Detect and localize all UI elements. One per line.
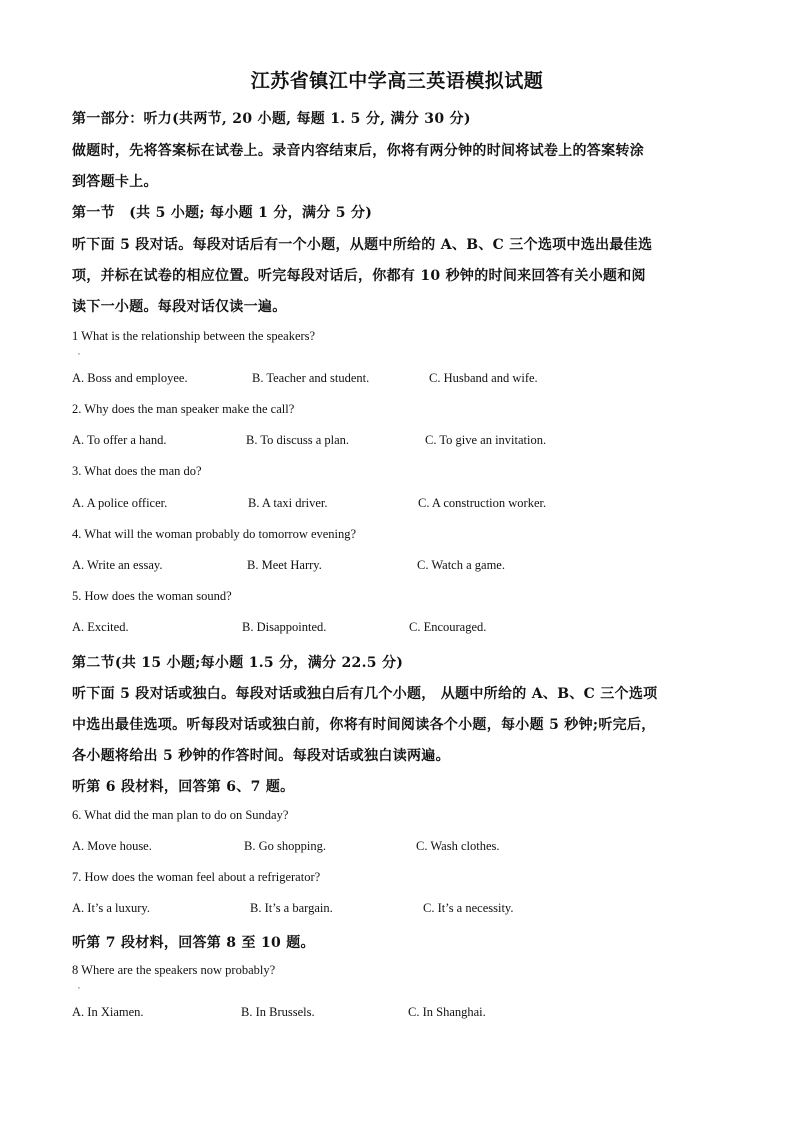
q7-option-c: C. It’s a necessity. bbox=[423, 901, 514, 915]
q6-option-a: A. Move house. bbox=[72, 839, 152, 853]
question-5: 5. How does the woman sound? bbox=[72, 589, 232, 603]
q2-option-a: A. To offer a hand. bbox=[72, 433, 167, 447]
section2-instruction-line2: 中选出最佳选项。听每段对话或独白前，你将有时间阅读各个小题，每小题 5 秒钟;听完后， bbox=[72, 717, 656, 733]
part1-instruction-line2: 到答题卡上。 bbox=[72, 174, 158, 190]
q3-option-a: A. A police officer. bbox=[72, 496, 168, 510]
q2-option-b: B. To discuss a plan. bbox=[246, 433, 350, 447]
q1-option-b: B. Teacher and student. bbox=[252, 371, 370, 385]
q6-option-b: B. Go shopping. bbox=[244, 839, 326, 853]
question-1: 1 What is the relationship between the speakers? bbox=[72, 329, 316, 343]
material-7-heading: 听第 7 段材料，回答第 8 至 10 题。 bbox=[72, 935, 315, 951]
q7-option-a: A. It’s a luxury. bbox=[72, 901, 150, 915]
q4-option-a: A. Write an essay. bbox=[72, 558, 163, 572]
q3-option-c: C. A construction worker. bbox=[418, 496, 547, 510]
section2-instruction-line3: 各小题将给出 5 秒钟的作答时间。每段对话或独白读两遍。 bbox=[72, 748, 450, 764]
q8-option-b: B. In Brussels. bbox=[241, 1005, 315, 1019]
section1-instruction-line3: 读下一小题。每段对话仅读一遍。 bbox=[72, 299, 287, 315]
q1-option-a: A. Boss and employee. bbox=[72, 371, 188, 385]
question-3: 3. What does the man do? bbox=[72, 464, 202, 478]
q5-option-b: B. Disappointed. bbox=[242, 620, 327, 634]
question-6: 6. What did the man plan to do on Sunday? bbox=[72, 808, 289, 822]
q8-option-a: A. In Xiamen. bbox=[72, 1005, 144, 1019]
q6-option-c: C. Wash clothes. bbox=[416, 839, 500, 853]
section2-instruction-line1: 听下面 5 段对话或独白。每段对话或独白后有几个小题， 从题中所给的 A、B、C 三个选项 bbox=[72, 686, 658, 702]
section2-heading: 第二节(共 15 小题;每小题 1.5 分，满分 22.5 分) bbox=[72, 655, 404, 671]
question-8: 8 Where are the speakers now probably? bbox=[72, 963, 276, 977]
material-6-heading: 听第 6 段材料，回答第 6、7 题。 bbox=[72, 779, 295, 795]
q4-option-c: C. Watch a game. bbox=[417, 558, 505, 572]
stray-mark: , bbox=[78, 981, 80, 990]
part1-instruction-line1: 做题时，先将答案标在试卷上。录音内容结束后，你将有两分钟的时间将试卷上的答案转涂 bbox=[72, 143, 644, 159]
q1-option-c: C. Husband and wife. bbox=[429, 371, 538, 385]
q2-option-c: C. To give an invitation. bbox=[425, 433, 547, 447]
section1-instruction-line2: 项，并标在试卷的相应位置。听完每段对话后，你都有 10 秒钟的时间来回答有关小题和阅 bbox=[72, 268, 646, 284]
question-2: 2. Why does the man speaker make the call? bbox=[72, 402, 295, 416]
q5-option-c: C. Encouraged. bbox=[409, 620, 487, 634]
section1-instruction-line1: 听下面 5 段对话。每段对话后有一个小题，从题中所给的 A、B、C 三个选项中选出最佳选 bbox=[72, 237, 653, 253]
q7-option-b: B. It’s a bargain. bbox=[250, 901, 333, 915]
question-7: 7. How does the woman feel about a refrigerator? bbox=[72, 870, 321, 884]
page-title: 江苏省镇江中学高三英语模拟试题 bbox=[250, 70, 544, 92]
part1-heading: 第一部分：听力(共两节, 20 小题, 每题 1. 5 分, 满分 30 分) bbox=[72, 111, 471, 127]
section1-heading: 第一节 (共 5 小题; 每小题 1 分，满分 5 分) bbox=[72, 205, 373, 221]
stray-mark: , bbox=[78, 347, 80, 356]
q8-option-c: C. In Shanghai. bbox=[408, 1005, 486, 1019]
q4-option-b: B. Meet Harry. bbox=[247, 558, 322, 572]
q5-option-a: A. Excited. bbox=[72, 620, 129, 634]
q3-option-b: B. A taxi driver. bbox=[248, 496, 328, 510]
question-4: 4. What will the woman probably do tomorrow evening? bbox=[72, 527, 357, 541]
